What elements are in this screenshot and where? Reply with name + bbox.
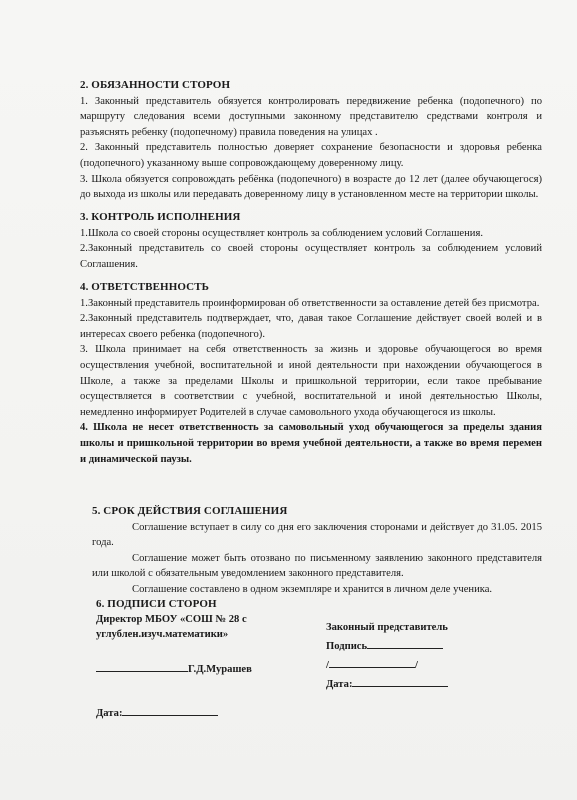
- section-term: [92, 504, 542, 598]
- representative-signature-row: [326, 637, 546, 656]
- signature-field[interactable]: [96, 660, 188, 672]
- director-name: Г.Д.Мурашев: [188, 664, 252, 675]
- director-signature-line: [96, 660, 306, 677]
- paragraph: 1.Законный представитель проинформирован об ответственности за оставление детей без присмотра.: [80, 297, 540, 309]
- paragraph: 2.Законный представитель подтверждает, что, давая такое Соглашение действует своей волей и в интересах своего ребенка (подопечного).: [80, 313, 542, 340]
- paragraph: 2. Законный представитель полностью доверяет сохранение безопасности и здоровья ребенка (подопечного) указанному выше сопровождающему доверенному лицу.: [80, 142, 542, 169]
- paragraph: Соглашение составлено в одном экземпляре и хранится в личном деле ученика.: [132, 583, 493, 595]
- paragraph: 1.Школа со своей стороны осуществляет контроль за соблюдением условий Соглашения.: [80, 227, 483, 239]
- director-title: Директор МБОУ «СОШ № 28 с: [96, 614, 247, 625]
- slash-open: /: [326, 660, 329, 671]
- section-heading: 2. ОБЯЗАННОСТИ СТОРОН: [80, 79, 231, 91]
- section-obligations: [80, 78, 542, 203]
- section-responsibility: [80, 280, 542, 467]
- paragraph: 1. Законный представитель обязуется контролировать передвижение ребенка (подопечного) по маршруту следования всеми доступными законному представителю средствами контроля и разъяснять ребенку (подопечному) правила поведения на улицах .: [80, 95, 542, 138]
- representative-title: Законный представитель: [326, 622, 448, 633]
- section-heading: 4. ОТВЕТСТВЕННОСТЬ: [80, 281, 210, 293]
- slash-close: /: [414, 660, 418, 671]
- date-label: Дата:: [326, 679, 353, 690]
- section-heading: 5. СРОК ДЕЙСТВИЯ СОГЛАШЕНИЯ: [92, 505, 288, 517]
- section-heading: 3. КОНТРОЛЬ ИСПОЛНЕНИЯ: [80, 211, 241, 223]
- paragraph-bold: 4. Школа не несет ответственность за самовольный уход обучающегося за пределы здания школы и пришкольной территории во время учебной деятельности, а также во время перемен и динамической паузы.: [80, 422, 542, 465]
- representative-date-row: [326, 675, 546, 694]
- name-field[interactable]: [329, 656, 415, 668]
- signature-field[interactable]: [367, 637, 443, 649]
- section-control: [80, 210, 542, 272]
- director-title: углублен.изуч.математики»: [96, 629, 229, 640]
- representative-name-row: [326, 656, 546, 675]
- director-signature-block: [96, 612, 306, 677]
- paragraph: Соглашение вступает в силу со дня его заключения сторонами и действует до 31.05. 2015 года.: [92, 521, 542, 549]
- representative-signature-block: [326, 618, 546, 694]
- signature-label: Подпись: [326, 641, 368, 652]
- date-label: Дата:: [96, 708, 123, 719]
- paragraph: 3. Школа принимает на себя ответственность за жизнь и здоровье обучающегося во время осуществления учебной, воспитательной и иной деятельности при нахождении обучающегося в Школе, а также за пределами Школы и пришкольной территории, если такое пребывание осуществляется в соответствии с учебной, воспитательной и иной деятельностью Школы, немедленно информирует Родителей в случае самовольного ухода обучающегося из школы.: [80, 344, 542, 418]
- paragraph: 2.Законный представитель со своей стороны осуществляет контроль за соблюдением условий Соглашения.: [80, 243, 542, 270]
- paragraph: 3. Школа обязуется сопровождать ребёнка (подопечного) в возрасте до 12 лет (далее обучающегося) до выхода из школы или передавать доверенному лицу в установленном месте на территории школы.: [80, 173, 542, 201]
- paragraph: Соглашение может быть отозвано по письменному заявлению законного представителя или школой с обязательным уведомлением законного представителя.: [92, 552, 542, 580]
- director-date-row: [96, 704, 218, 719]
- section-heading: 6. ПОДПИСИ СТОРОН: [96, 598, 217, 610]
- date-field[interactable]: [352, 675, 448, 687]
- date-field[interactable]: [122, 704, 218, 716]
